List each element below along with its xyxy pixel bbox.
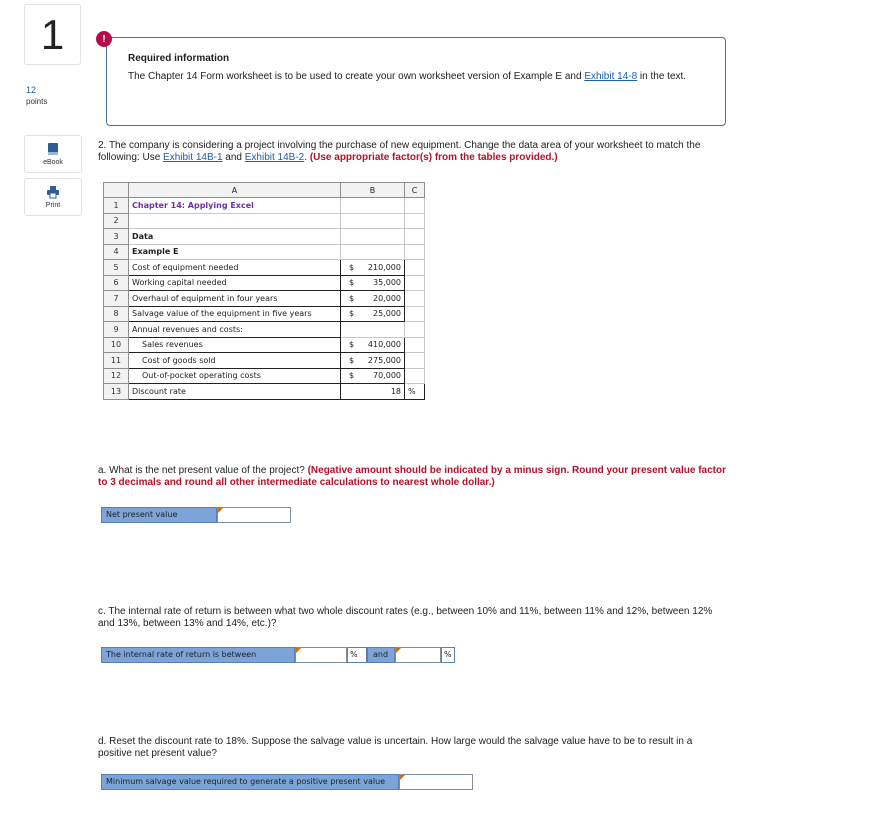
row-header: 4: [104, 244, 129, 260]
alert-icon: !: [96, 31, 112, 47]
cell: [405, 368, 425, 384]
item-label: Working capital needed: [129, 275, 341, 291]
cell: [405, 213, 425, 229]
print-label: Print: [45, 202, 61, 209]
row-header: 7: [104, 291, 129, 307]
currency-symbol: $: [349, 309, 355, 319]
annual-value-cell: [341, 337, 405, 353]
flag-icon: [218, 508, 223, 513]
currency-symbol: $: [349, 371, 355, 381]
exhibit-14b-2-link[interactable]: Exhibit 14B-2: [244, 152, 305, 163]
question-a-text: a. What is the net present value of the project?: [98, 465, 308, 476]
question-c: c. The internal rate of return is between what two whole discount rates (e.g., between 10% and 11%, between 11% and 12%, between 12% and 13%, between 13% and 14%, etc.)?: [98, 606, 713, 629]
annual-value: 70,000: [373, 371, 401, 381]
cell: [405, 337, 425, 353]
annual-value-cell: [341, 353, 405, 369]
npv-label: Net present value: [101, 507, 217, 523]
annual-label: Annual revenues and costs:: [129, 322, 341, 338]
annual-item-label: Cost of goods sold: [129, 353, 341, 369]
cell: [405, 229, 425, 245]
annual-item-label: Sales revenues: [129, 337, 341, 353]
exhibit-14-8-link[interactable]: Exhibit 14-8: [584, 71, 638, 82]
ebook-label: eBook: [43, 159, 63, 166]
print-button[interactable]: [24, 178, 82, 216]
exhibit-14b-1-link[interactable]: Exhibit 14B-1: [163, 152, 223, 163]
cell: [129, 213, 341, 229]
info-text: [128, 71, 705, 83]
item-value: 210,000: [367, 262, 401, 272]
discount-unit: %: [405, 384, 425, 400]
irr-and-label: and: [367, 647, 395, 663]
cell: [405, 244, 425, 260]
annual-value-cell: [341, 368, 405, 384]
item-label: Overhaul of equipment in four years: [129, 291, 341, 307]
row-header: 3: [104, 229, 129, 245]
cell: [405, 306, 425, 322]
row-header: 10: [104, 337, 129, 353]
printer-icon: [46, 185, 60, 199]
question-a: [98, 465, 728, 489]
row-header: 5: [104, 260, 129, 276]
item-value-cell: [341, 260, 405, 276]
part2-text: 2. The company is considering a project involving the purchase of new equipment. Change the data area of your worksheet to match the following: Use: [98, 140, 701, 163]
item-value: 25,000: [373, 309, 401, 319]
flag-icon: [396, 648, 401, 653]
irr-label: The internal rate of return is between: [101, 647, 295, 663]
cell: [341, 213, 405, 229]
part2-and: and: [222, 152, 245, 163]
part2-dot: .: [304, 152, 310, 163]
discount-label: Discount rate: [129, 384, 341, 400]
min-salvage-input[interactable]: [399, 774, 473, 790]
annual-value: 275,000: [367, 355, 401, 365]
data-label: Data: [129, 229, 341, 245]
part2-instructions: [98, 140, 728, 164]
item-value-cell: [341, 275, 405, 291]
col-header-c: C: [405, 183, 425, 198]
cell: [341, 244, 405, 260]
points-value: 12: [26, 85, 37, 95]
cell: [341, 229, 405, 245]
currency-symbol: $: [349, 278, 355, 288]
item-value: 20,000: [373, 293, 401, 303]
row-header: 9: [104, 322, 129, 338]
required-info-box: [106, 37, 726, 126]
cell: [405, 353, 425, 369]
item-label: Salvage value of the equipment in five years: [129, 306, 341, 322]
item-value-cell: [341, 306, 405, 322]
annual-value: 410,000: [367, 340, 401, 350]
cell: [405, 291, 425, 307]
min-salvage-label: Minimum salvage value required to generate a positive present value: [101, 774, 399, 790]
question-number: 1: [24, 4, 81, 65]
ebook-button[interactable]: [24, 135, 82, 173]
col-header-b: B: [341, 183, 405, 198]
irr-upper-input[interactable]: [395, 647, 441, 663]
cell: [405, 322, 425, 338]
row-header: 12: [104, 368, 129, 384]
irr-lower-input[interactable]: [295, 647, 347, 663]
row-header: 2: [104, 213, 129, 229]
cell: [405, 198, 425, 214]
points-label: points: [26, 96, 48, 106]
points: [26, 85, 47, 107]
item-value-cell: [341, 291, 405, 307]
corner-cell: [104, 183, 129, 198]
col-header-a: A: [129, 183, 341, 198]
question-a-note: (Negative amount should be indicated by a minus sign. Round your present value factor to 3 decimals and round all other intermediate calculations to nearest whole dollar.): [98, 465, 726, 488]
irr-lower-unit: %: [347, 647, 367, 663]
irr-upper-unit: %: [441, 647, 455, 663]
part2-note: (Use appropriate factor(s) from the tables provided.): [309, 152, 558, 163]
currency-symbol: $: [349, 262, 355, 272]
worksheet-table: [103, 182, 425, 400]
cell: [405, 260, 425, 276]
row-header: 11: [104, 353, 129, 369]
item-value: 35,000: [373, 278, 401, 288]
sheet-title: Chapter 14: Applying Excel: [129, 198, 341, 214]
npv-input[interactable]: [217, 507, 291, 523]
currency-symbol: $: [349, 340, 355, 350]
question-d: d. Reset the discount rate to 18%. Suppose the salvage value is uncertain. How large would the salvage value have to be to result in a positive net present value?: [98, 736, 693, 759]
flag-icon: [296, 648, 301, 653]
cell: [405, 275, 425, 291]
row-header: 13: [104, 384, 129, 400]
info-title: Required information: [128, 53, 230, 64]
currency-symbol: $: [349, 355, 355, 365]
info-text-before: The Chapter 14 Form worksheet is to be used to create your own worksheet version of Example E and: [128, 71, 585, 82]
cell: [341, 198, 405, 214]
row-header: 8: [104, 306, 129, 322]
item-label: Cost of equipment needed: [129, 260, 341, 276]
flag-icon: [400, 775, 405, 780]
discount-value: 18: [341, 384, 405, 400]
info-text-after: in the text.: [637, 71, 687, 82]
book-icon: [46, 142, 60, 156]
row-header: 1: [104, 198, 129, 214]
row-header: 6: [104, 275, 129, 291]
annual-item-label: Out-of-pocket operating costs: [129, 368, 341, 384]
cell: [341, 322, 405, 338]
currency-symbol: $: [349, 293, 355, 303]
example-label: Example E: [129, 244, 341, 260]
